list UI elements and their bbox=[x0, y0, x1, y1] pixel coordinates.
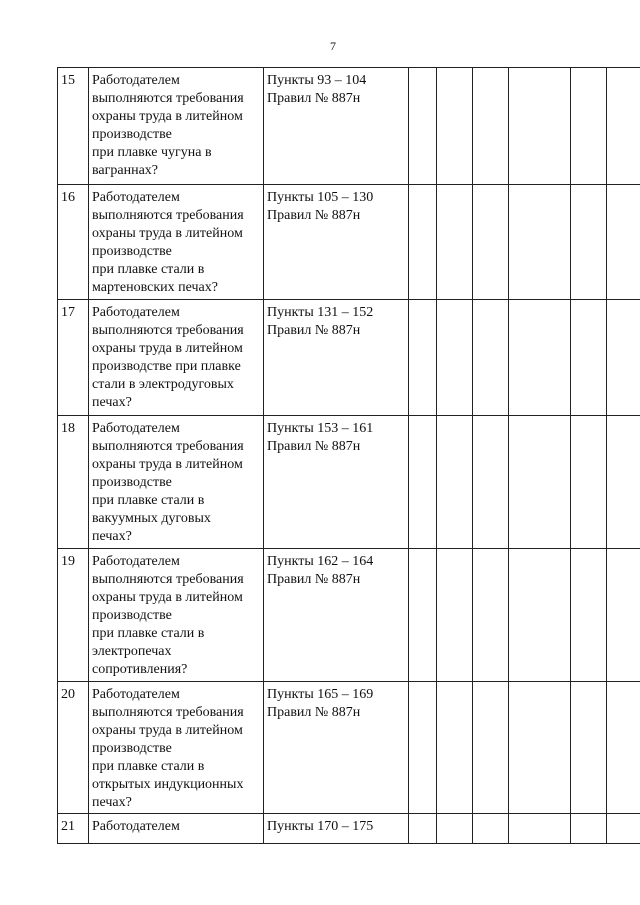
requirement-question: Работодателем выполняются требования охраны труда в литейном производстве при плавке стали в открытых индукционных печах? bbox=[89, 682, 264, 814]
answer-cell[interactable] bbox=[437, 185, 473, 300]
answer-cell[interactable] bbox=[437, 300, 473, 416]
table-row bbox=[58, 416, 640, 549]
answer-cell[interactable] bbox=[571, 68, 607, 185]
answer-cell[interactable] bbox=[409, 185, 437, 300]
regulation-reference: Пункты 165 – 169 Правил № 887н bbox=[264, 682, 409, 814]
page-number: 7 bbox=[330, 39, 336, 53]
answer-cell[interactable] bbox=[607, 185, 640, 300]
answer-cell[interactable] bbox=[509, 68, 571, 185]
answer-cell[interactable] bbox=[607, 549, 640, 682]
row-number: 21 bbox=[58, 814, 89, 844]
regulation-reference: Пункты 131 – 152 Правил № 887н bbox=[264, 300, 409, 416]
answer-cell[interactable] bbox=[571, 549, 607, 682]
answer-cell[interactable] bbox=[607, 300, 640, 416]
regulation-reference: Пункты 162 – 164 Правил № 887н bbox=[264, 549, 409, 682]
answer-cell[interactable] bbox=[607, 416, 640, 549]
answer-cell[interactable] bbox=[473, 814, 509, 844]
regulation-reference: Пункты 105 – 130 Правил № 887н bbox=[264, 185, 409, 300]
answer-cell[interactable] bbox=[607, 814, 640, 844]
answer-cell[interactable] bbox=[473, 68, 509, 185]
regulation-reference: Пункты 170 – 175 bbox=[264, 814, 409, 844]
regulation-reference: Пункты 153 – 161 Правил № 887н bbox=[264, 416, 409, 549]
answer-cell[interactable] bbox=[437, 416, 473, 549]
answer-cell[interactable] bbox=[473, 185, 509, 300]
checklist-table bbox=[57, 67, 640, 844]
answer-cell[interactable] bbox=[509, 416, 571, 549]
answer-cell[interactable] bbox=[509, 300, 571, 416]
answer-cell[interactable] bbox=[607, 682, 640, 814]
answer-cell[interactable] bbox=[409, 300, 437, 416]
answer-cell[interactable] bbox=[437, 682, 473, 814]
table-row bbox=[58, 549, 640, 682]
row-number: 18 bbox=[58, 416, 89, 549]
answer-cell[interactable] bbox=[607, 68, 640, 185]
row-number: 15 bbox=[58, 68, 89, 185]
answer-cell[interactable] bbox=[409, 682, 437, 814]
answer-cell[interactable] bbox=[509, 682, 571, 814]
answer-cell[interactable] bbox=[509, 814, 571, 844]
answer-cell[interactable] bbox=[437, 814, 473, 844]
answer-cell[interactable] bbox=[437, 68, 473, 185]
table-row bbox=[58, 185, 640, 300]
answer-cell[interactable] bbox=[571, 814, 607, 844]
answer-cell[interactable] bbox=[473, 300, 509, 416]
requirement-question: Работодателем выполняются требования охраны труда в литейном производстве при плавке стали в электропечах сопротивления? bbox=[89, 549, 264, 682]
requirement-question: Работодателем выполняются требования охраны труда в литейном производстве при плавке стали в мартеновских печах? bbox=[89, 185, 264, 300]
answer-cell[interactable] bbox=[509, 185, 571, 300]
answer-cell[interactable] bbox=[409, 549, 437, 682]
requirement-question: Работодателем выполняются требования охраны труда в литейном производстве при плавке чугуна в ваграннах? bbox=[89, 68, 264, 185]
answer-cell[interactable] bbox=[571, 300, 607, 416]
table-row bbox=[58, 300, 640, 416]
requirement-question: Работодателем bbox=[89, 814, 264, 844]
requirement-question: Работодателем выполняются требования охраны труда в литейном производстве при плавке стали в вакуумных дуговых печах? bbox=[89, 416, 264, 549]
answer-cell[interactable] bbox=[509, 549, 571, 682]
answer-cell[interactable] bbox=[437, 549, 473, 682]
answer-cell[interactable] bbox=[473, 682, 509, 814]
table-row bbox=[58, 68, 640, 185]
answer-cell[interactable] bbox=[473, 549, 509, 682]
answer-cell[interactable] bbox=[409, 814, 437, 844]
row-number: 17 bbox=[58, 300, 89, 416]
requirement-question: Работодателем выполняются требования охраны труда в литейном производстве при плавке стали в электродуговых печах? bbox=[89, 300, 264, 416]
row-number: 16 bbox=[58, 185, 89, 300]
row-number: 19 bbox=[58, 549, 89, 682]
answer-cell[interactable] bbox=[473, 416, 509, 549]
table-row bbox=[58, 682, 640, 814]
regulation-reference: Пункты 93 – 104 Правил № 887н bbox=[264, 68, 409, 185]
table-row bbox=[58, 814, 640, 844]
answer-cell[interactable] bbox=[409, 68, 437, 185]
answer-cell[interactable] bbox=[409, 416, 437, 549]
answer-cell[interactable] bbox=[571, 185, 607, 300]
answer-cell[interactable] bbox=[571, 416, 607, 549]
answer-cell[interactable] bbox=[571, 682, 607, 814]
row-number: 20 bbox=[58, 682, 89, 814]
